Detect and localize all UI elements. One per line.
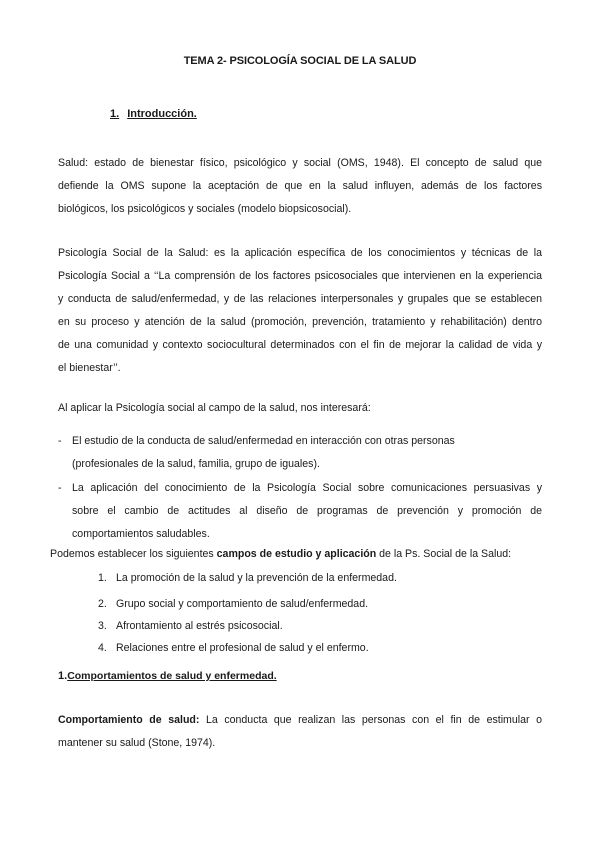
- list-text: La promoción de la salud y la prevención de la enfermedad.: [116, 572, 397, 584]
- section-heading-introduccion: [110, 108, 197, 120]
- paragraph-salud: [58, 152, 542, 221]
- bullet-item: [58, 430, 542, 476]
- text-run: de la Ps. Social de la Salud:: [376, 548, 512, 560]
- text-run: Podemos establecer los siguientes: [50, 548, 217, 560]
- section-number: 1.: [110, 108, 120, 120]
- bullet-line: comportamientos saludables.: [72, 528, 210, 540]
- bullet-line: sobre el cambio de actitudes al diseño de programas de prevención y promoción de: [72, 505, 542, 517]
- list-text: Relaciones entre el profesional de salud y el enfermo.: [116, 642, 369, 654]
- list-number: 1.: [98, 572, 107, 584]
- list-item: [98, 620, 283, 632]
- paragraph-line: en su proceso y atención de la salud (promoción, prevención, tratamiento y rehabilitación) dentro: [58, 316, 542, 328]
- paragraph-psicologia-social: [58, 242, 542, 380]
- paragraph-line: mantener su salud (Stone, 1974).: [58, 737, 216, 749]
- list-number: 3.: [98, 620, 107, 632]
- document-title: TEMA 2- PSICOLOGÍA SOCIAL DE LA SALUD: [183, 55, 417, 67]
- list-text: Afrontamiento al estrés psicosocial.: [116, 620, 283, 632]
- text-run: La conducta que realizan las personas con el fin de estimular o: [199, 714, 542, 726]
- list-number: 2.: [98, 598, 107, 610]
- list-text: Grupo social y comportamiento de salud/enfermedad.: [116, 598, 369, 610]
- bullet-dash: -: [58, 482, 62, 494]
- bullet-dash: -: [58, 435, 62, 447]
- section-label: Introducción.: [127, 108, 197, 120]
- paragraph-line: Salud: estado de bienestar físico, psicológico y social (OMS, 1948). El concepto de salud que: [58, 157, 542, 169]
- paragraph-line: defiende la OMS supone la aceptación de que en la salud influyen, además de los factores: [58, 180, 542, 192]
- list-number: 4.: [98, 642, 107, 654]
- paragraph-comportamiento: [58, 709, 542, 755]
- paragraph-line: y conducta de salud/enfermedad, y de las relaciones interpersonales y grupales que se establecen: [58, 293, 542, 305]
- paragraph-aplicar: [58, 397, 542, 420]
- text-run-bold: campos de estudio y aplicación: [216, 548, 377, 560]
- paragraph-line: de una comunidad y contexto sociocultural determinados con el fin de mejorar la calidad de vida y: [58, 339, 542, 351]
- bullet-line: El estudio de la conducta de salud/enfermedad en interacción con otras personas: [72, 435, 455, 447]
- paragraph-line: Psicología Social de la Salud: es la aplicación específica de los conocimientos y técnicas de la: [58, 247, 542, 259]
- list-item: [98, 572, 397, 584]
- paragraph-line: [58, 709, 542, 732]
- paragraph-line: Al aplicar la Psicología social al campo de la salud, nos interesará:: [58, 402, 371, 414]
- paragraph-campos-intro: [50, 543, 550, 566]
- bullet-line: (profesionales de la salud, familia, grupo de iguales).: [72, 458, 320, 470]
- section-number: 1.: [58, 670, 68, 682]
- section-heading-comportamientos: [58, 670, 277, 682]
- bullet-item: [58, 477, 542, 546]
- section-label: Comportamientos de salud y enfermedad.: [67, 670, 277, 682]
- list-item: [98, 642, 369, 654]
- paragraph-line: biológicos, los psicológicos y sociales (modelo biopsicosocial).: [58, 203, 352, 215]
- paragraph-line: [50, 543, 550, 566]
- text-run-bold: Comportamiento de salud:: [58, 714, 200, 726]
- bullet-line: La aplicación del conocimiento de la Psicología Social sobre comunicaciones persuasivas y: [72, 482, 542, 494]
- list-item: [98, 598, 368, 610]
- paragraph-line: Psicología Social a ‘‘La comprensión de los factores psicosociales que intervienen en la experiencia: [58, 270, 542, 282]
- paragraph-line: el bienestar’’.: [58, 362, 121, 374]
